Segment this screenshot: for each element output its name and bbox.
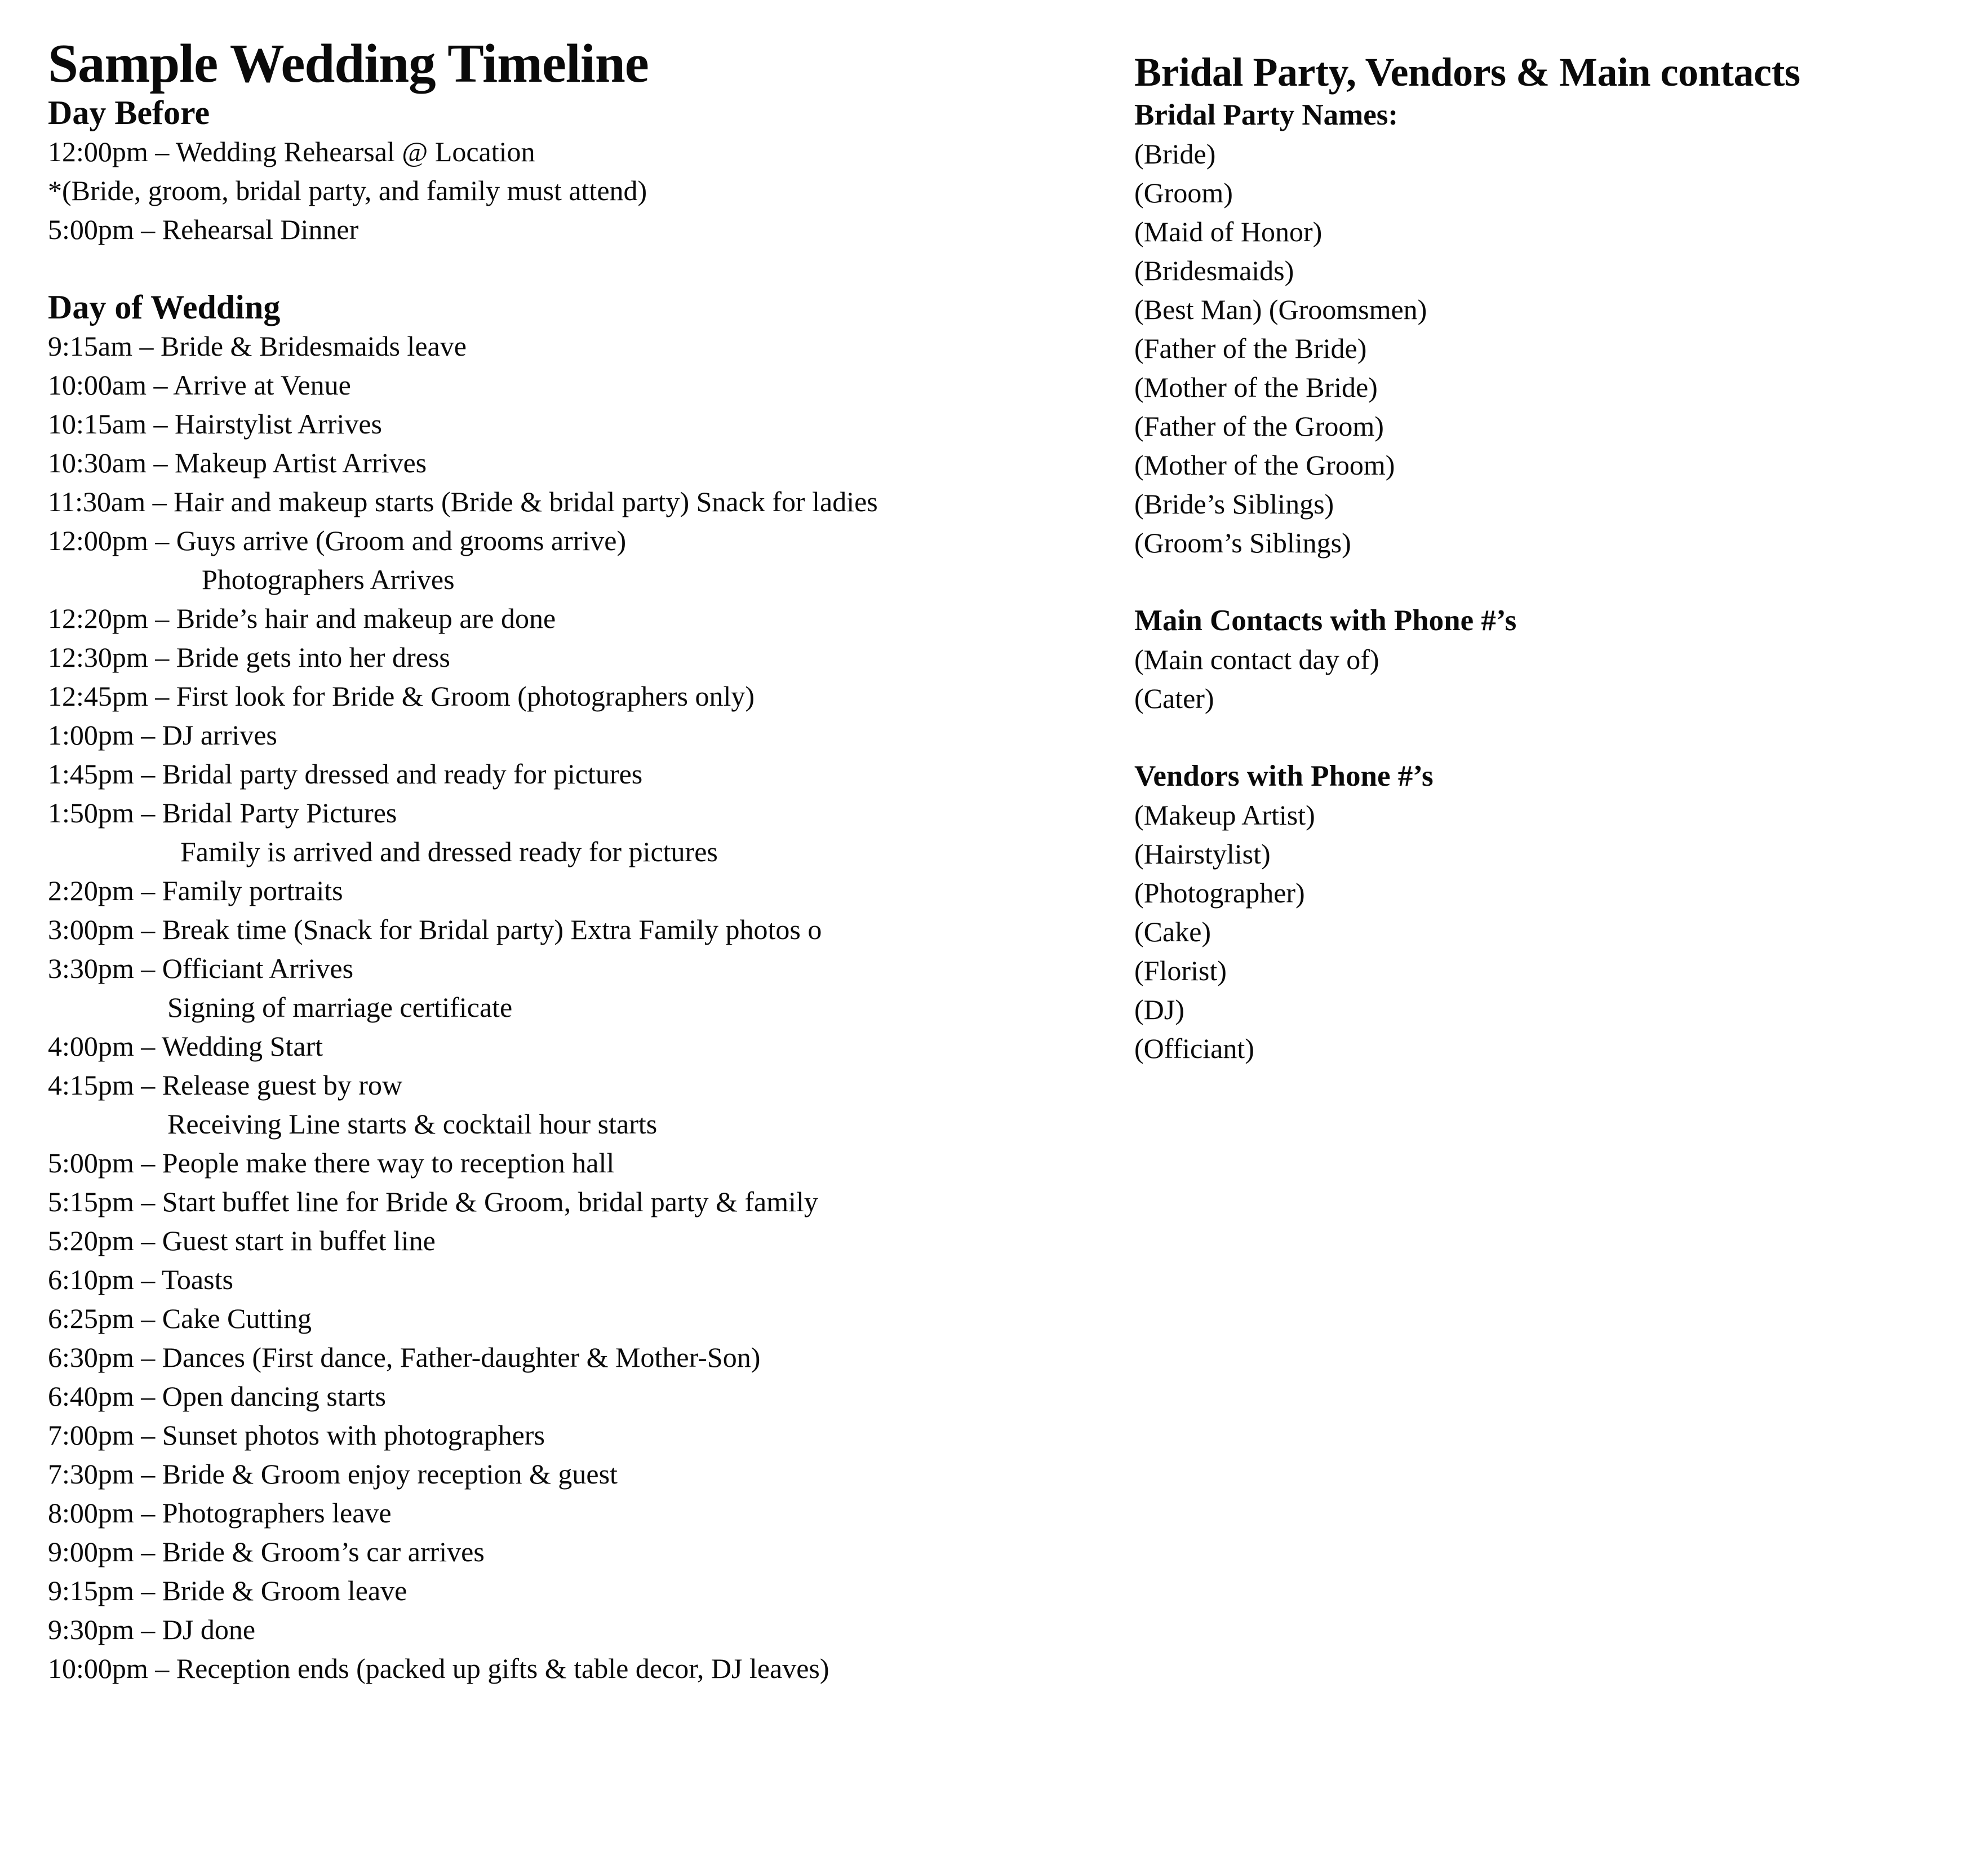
entry-line: 1:00pm – DJ arrives xyxy=(48,719,277,751)
entry-line: (Groom) xyxy=(1134,177,1233,209)
entry-line: 3:30pm – Officiant Arrives xyxy=(48,953,354,984)
entry-line: (Main contact day of) xyxy=(1134,644,1379,675)
entry-line: Signing of marriage certificate xyxy=(167,991,513,1023)
entry-line: 2:20pm – Family portraits xyxy=(48,875,343,906)
entry-line: 12:45pm – First look for Bride & Groom (photographers only) xyxy=(48,680,755,712)
entry-line: 6:40pm – Open dancing starts xyxy=(48,1380,386,1412)
entry-line: 3:00pm – Break time (Snack for Bridal party) Extra Family photos o xyxy=(48,914,822,945)
entry-line: (Photographer) xyxy=(1134,877,1305,909)
entry-line: 5:20pm – Guest start in buffet line xyxy=(48,1225,436,1256)
section-heading: Bridal Party Names: xyxy=(1134,99,1399,131)
entry-line: (Father of the Bride) xyxy=(1134,333,1367,364)
contacts-sections xyxy=(1134,96,1980,1068)
entry-line: (Groom’s Siblings) xyxy=(1134,527,1351,559)
entry-line: (Bridesmaids) xyxy=(1134,255,1294,286)
section-heading: Day Before xyxy=(48,94,210,131)
entry-line: 1:50pm – Bridal Party Pictures xyxy=(48,797,397,829)
section-bridal-party-names xyxy=(1134,96,1980,563)
entry-line: (Bride’s Siblings) xyxy=(1134,488,1334,520)
entry-line: 6:10pm – Toasts xyxy=(48,1264,233,1295)
entry-line: Receiving Line starts & cocktail hour starts xyxy=(167,1108,658,1140)
entry-line: 5:00pm – People make there way to reception hall xyxy=(48,1147,615,1179)
entry-line: (Hairstylist) xyxy=(1134,838,1271,870)
entry-line: 10:00pm – Reception ends (packed up gifts & table decor, DJ leaves) xyxy=(48,1653,829,1684)
entry-line: 9:30pm – DJ done xyxy=(48,1614,256,1645)
timeline-column xyxy=(48,34,1121,1688)
entry-line: 1:45pm – Bridal party dressed and ready for pictures xyxy=(48,758,643,790)
entry-line: 12:30pm – Bride gets into her dress xyxy=(48,641,450,673)
entry-line: 12:20pm – Bride’s hair and makeup are done xyxy=(48,603,556,634)
entry-line: 9:00pm – Bride & Groom’s car arrives xyxy=(48,1536,485,1567)
entry-line: 4:15pm – Release guest by row xyxy=(48,1069,403,1101)
entry-line: (Mother of the Bride) xyxy=(1134,371,1378,403)
entry-line: (Florist) xyxy=(1134,955,1227,986)
entry-line: 5:00pm – Rehearsal Dinner xyxy=(48,214,359,245)
page-title: Sample Wedding Timeline xyxy=(48,33,649,94)
entry-line: (Maid of Honor) xyxy=(1134,216,1323,247)
entry-line: 6:25pm – Cake Cutting xyxy=(48,1303,312,1334)
entry-line: 12:00pm – Wedding Rehearsal @ Location xyxy=(48,136,535,167)
entry-line: 11:30am – Hair and makeup starts (Bride & bridal party) Snack for ladies xyxy=(48,486,878,517)
entry-line: Family is arrived and dressed ready for pictures xyxy=(180,836,718,867)
section-vendors-with-phone-s xyxy=(1134,757,1980,1068)
entry-line: (Mother of the Groom) xyxy=(1134,449,1395,481)
entry-line: (Bride) xyxy=(1134,138,1216,170)
contacts-title: Bridal Party, Vendors & Main contacts xyxy=(1134,50,1800,95)
entry-line: Photographers Arrives xyxy=(202,564,455,595)
section-day-of-wedding xyxy=(48,288,1121,1688)
entry-line: (DJ) xyxy=(1134,994,1184,1025)
entry-line: (Best Man) (Groomsmen) xyxy=(1134,294,1427,325)
entry-line: 4:00pm – Wedding Start xyxy=(48,1030,323,1062)
entry-line: (Father of the Groom) xyxy=(1134,410,1384,442)
entry-line: 5:15pm – Start buffet line for Bride & Groom, bridal party & family xyxy=(48,1186,818,1217)
section-heading: Day of Wedding xyxy=(48,289,281,326)
entry-line: 9:15am – Bride & Bridesmaids leave xyxy=(48,330,467,362)
entry-line: (Cater) xyxy=(1134,683,1214,714)
entry-line: 7:30pm – Bride & Groom enjoy reception & guest xyxy=(48,1458,618,1490)
section-day-before xyxy=(48,94,1121,249)
entry-line: 9:15pm – Bride & Groom leave xyxy=(48,1575,407,1606)
entry-line: 7:00pm – Sunset photos with photographers xyxy=(48,1419,545,1451)
entry-line: (Cake) xyxy=(1134,916,1212,947)
entry-line: (Officiant) xyxy=(1134,1033,1254,1064)
section-heading: Vendors with Phone #’s xyxy=(1134,760,1434,792)
entry-line: 8:00pm – Photographers leave xyxy=(48,1497,392,1529)
entry-line: 12:00pm – Guys arrive (Groom and grooms arrive) xyxy=(48,525,627,556)
timeline-sections xyxy=(48,94,1121,1688)
entry-line: 10:15am – Hairstylist Arrives xyxy=(48,408,382,440)
entry-line: 10:00am – Arrive at Venue xyxy=(48,369,351,401)
section-main-contacts-with-phone-s xyxy=(1134,601,1980,718)
contacts-column xyxy=(1134,34,1980,1068)
entry-line: 6:30pm – Dances (First dance, Father-daughter & Mother-Son) xyxy=(48,1341,761,1373)
section-heading: Main Contacts with Phone #’s xyxy=(1134,604,1517,637)
entry-line: (Makeup Artist) xyxy=(1134,799,1315,831)
entry-line: *(Bride, groom, bridal party, and family must attend) xyxy=(48,175,647,206)
entry-line: 10:30am – Makeup Artist Arrives xyxy=(48,447,427,479)
